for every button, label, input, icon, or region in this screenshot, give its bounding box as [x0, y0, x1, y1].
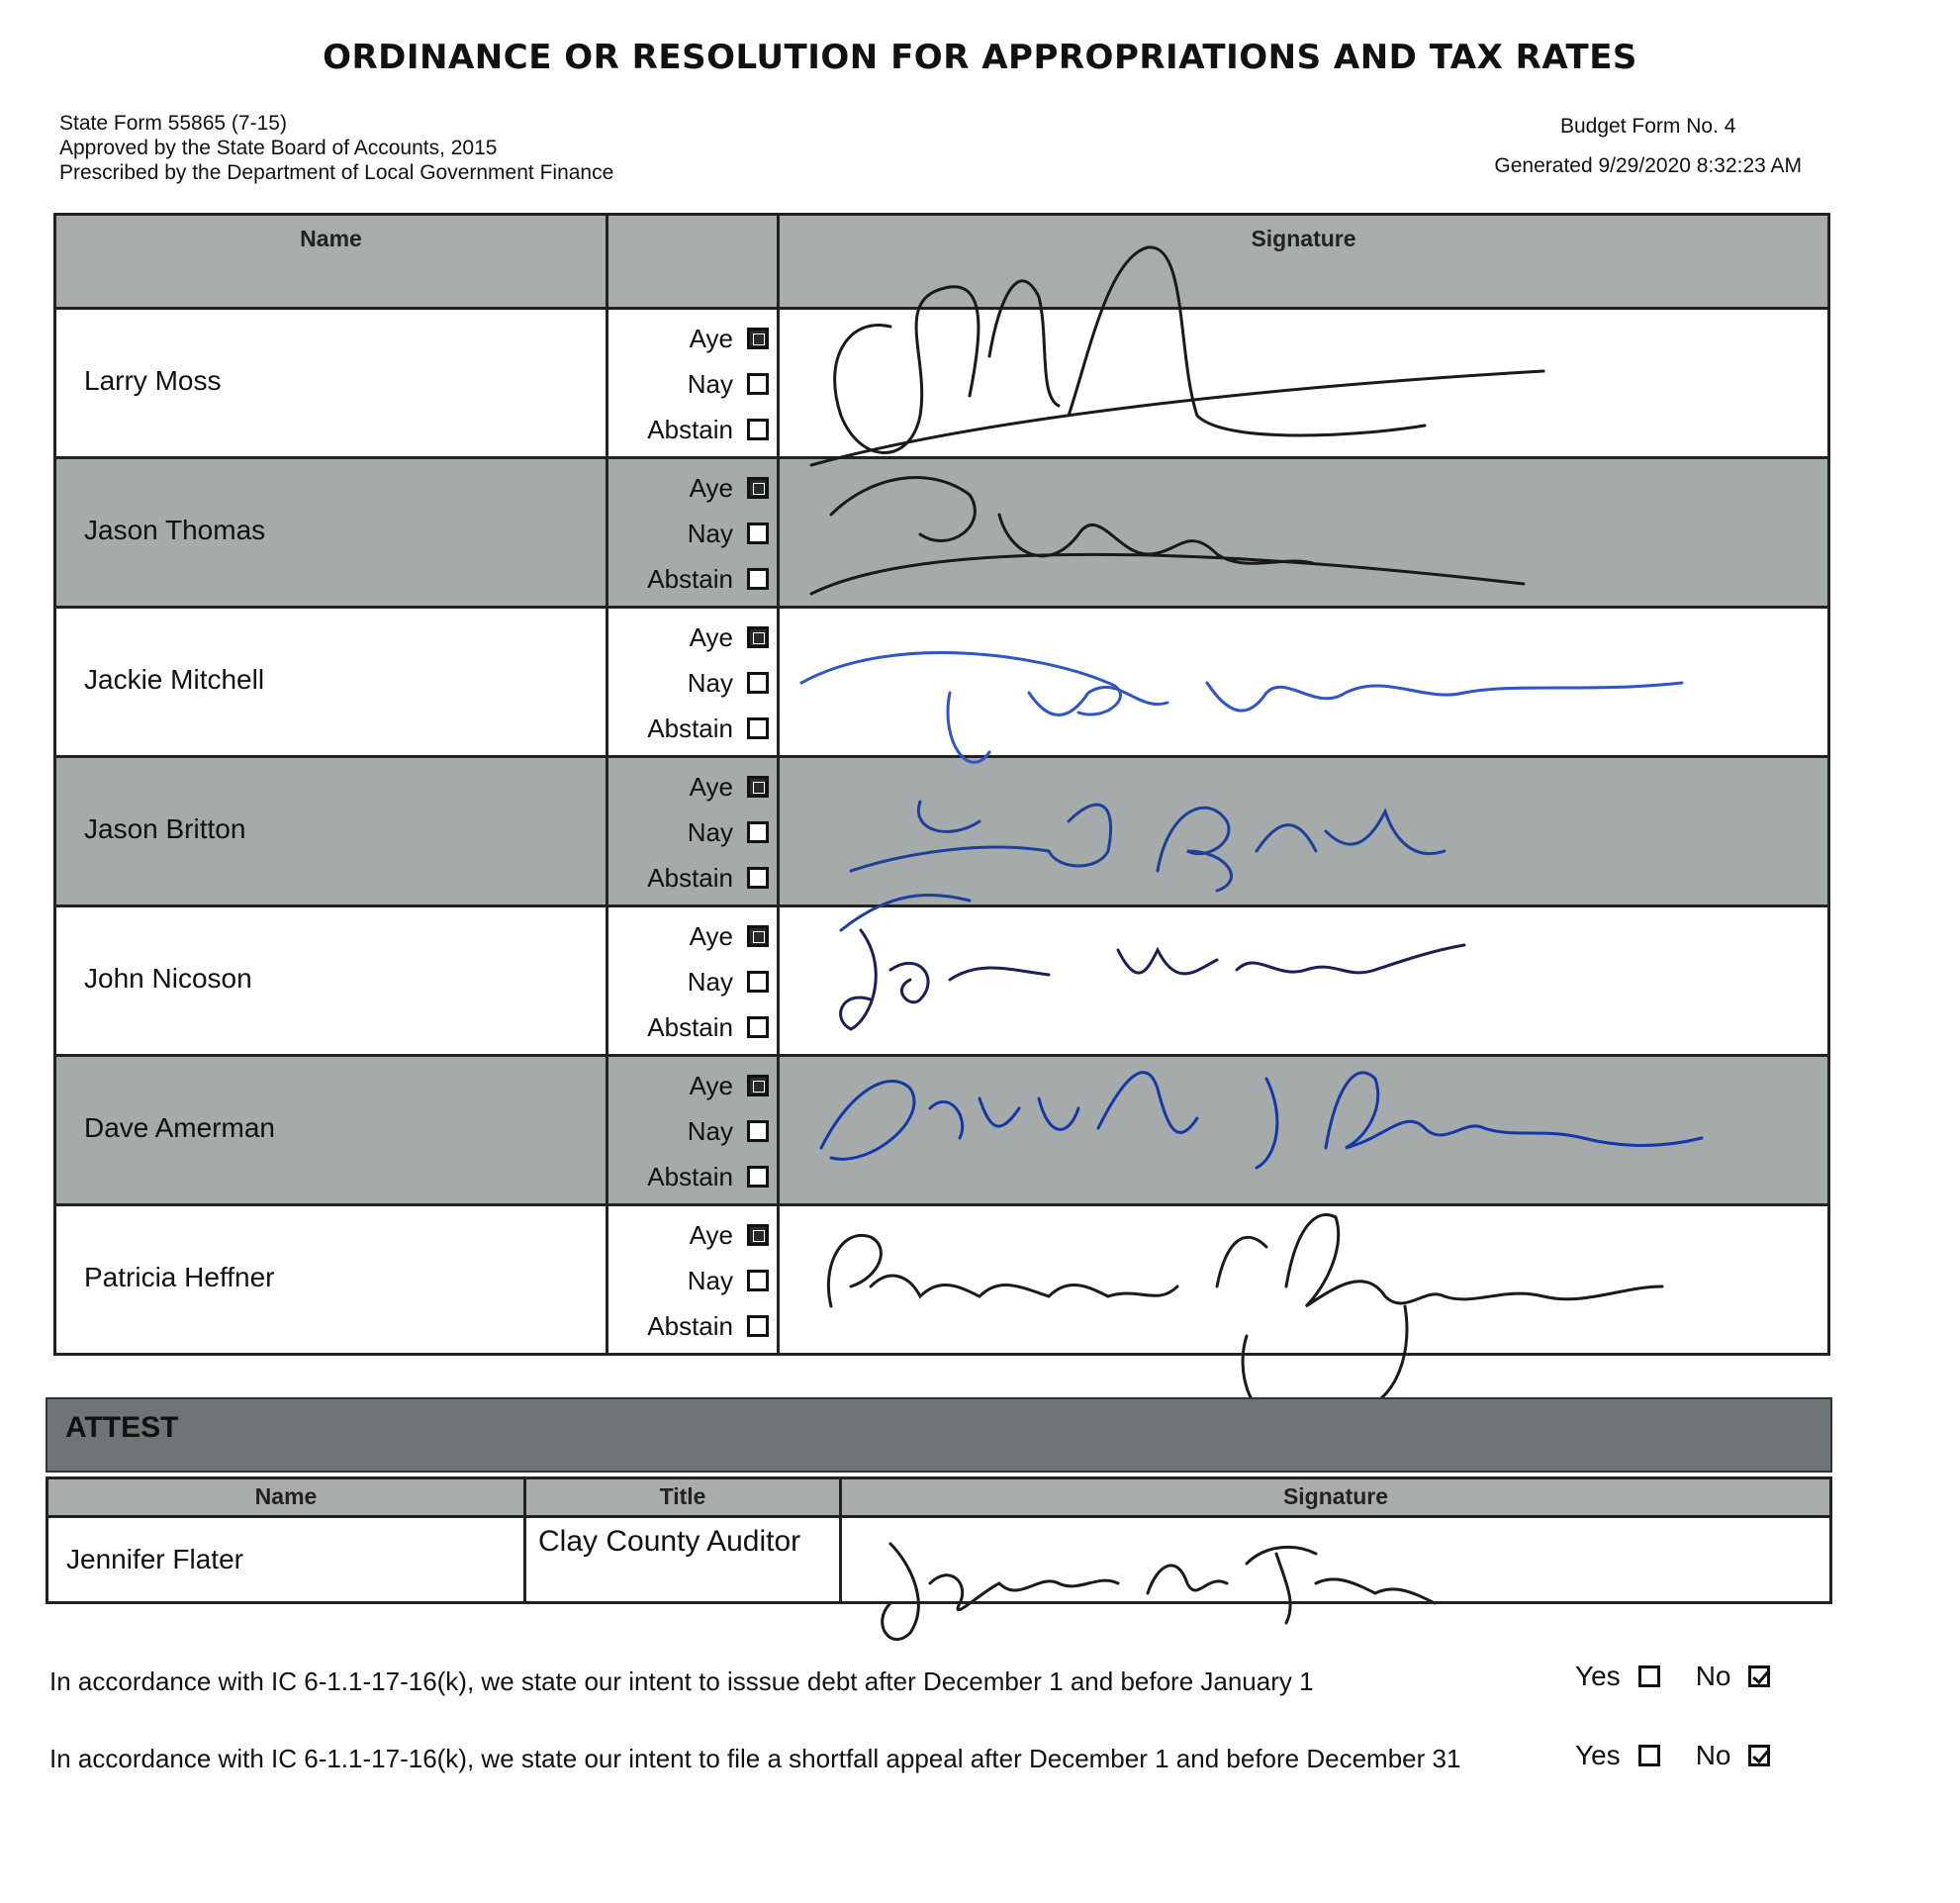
shortfall-no-label: No: [1695, 1740, 1731, 1770]
vote-option-label: Abstain: [647, 1011, 733, 1042]
member-signature-scribble: [811, 478, 1524, 594]
budget-form-number: Budget Form No. 4: [1560, 115, 1736, 138]
attest-name: Jennifer Flater: [66, 1544, 243, 1574]
member-name: Jason Thomas: [84, 515, 266, 545]
member-name: Larry Moss: [84, 365, 222, 396]
vote-option-label: Nay: [687, 1115, 733, 1146]
attest-heading-bar: [46, 1397, 1832, 1473]
attest-header-name-cell: [48, 1479, 526, 1515]
shortfall-yes-label: Yes: [1575, 1740, 1621, 1770]
vote-option-label: Abstain: [647, 1161, 733, 1191]
shortfall-no-checkbox[interactable]: [1748, 1745, 1770, 1766]
shortfall-yes-checkbox[interactable]: [1638, 1745, 1660, 1766]
member-signature-scribble: [801, 653, 1682, 763]
debt-no-checkbox[interactable]: [1748, 1665, 1770, 1687]
debt-yes-label: Yes: [1575, 1661, 1621, 1691]
attest-header-name: Name: [254, 1483, 318, 1509]
header-signature: Signature: [1251, 226, 1356, 251]
attest-title: Clay County Auditor: [538, 1525, 801, 1558]
attest-title-cell: [526, 1518, 842, 1601]
vote-option-label: Nay: [687, 1265, 733, 1295]
attest-row: [48, 1518, 1829, 1601]
header-name: Name: [300, 226, 362, 251]
debt-intent-statement: In accordance with IC 6-1.1-17-16(k), we state our intent to isssue debt after December 1 and before January 1: [49, 1666, 1314, 1696]
member-name: Dave Amerman: [84, 1112, 275, 1143]
vote-option-label: Abstain: [647, 414, 733, 444]
attest-header-signature-cell: [842, 1479, 1829, 1515]
vote-option-label: Nay: [687, 518, 733, 548]
document-title: ORDINANCE OR RESOLUTION FOR APPROPRIATIONS AND TAX RATES: [323, 38, 1637, 77]
member-name: Jackie Mitchell: [84, 664, 265, 695]
generated-timestamp: Generated 9/29/2020 8:32:23 AM: [1494, 154, 1802, 177]
debt-yes-checkbox[interactable]: [1638, 1665, 1660, 1687]
attest-table-header: [48, 1479, 1829, 1518]
member-signature-scribble: [841, 802, 1445, 930]
member-signature-scribble: [841, 930, 1464, 1029]
vote-option-label: Abstain: [647, 1310, 733, 1341]
member-signature-scribble: [828, 1215, 1662, 1415]
vote-option-label: Aye: [689, 323, 733, 353]
debt-no-label: No: [1695, 1661, 1731, 1691]
vote-option-label: Abstain: [647, 563, 733, 594]
attest-name-cell: [48, 1518, 526, 1601]
vote-option-label: Nay: [687, 966, 733, 997]
attest-header-title-cell: [526, 1479, 842, 1515]
vote-option-label: Aye: [689, 1219, 733, 1250]
approval-line: Approved by the State Board of Accounts, 2015: [59, 137, 498, 159]
attest-header-signature: Signature: [1282, 1483, 1389, 1509]
vote-option-label: Abstain: [647, 713, 733, 743]
member-name: Jason Britton: [84, 813, 246, 844]
vote-option-label: Aye: [689, 1070, 733, 1100]
attest-signature-cell[interactable]: [842, 1518, 1829, 1601]
debt-intent-choice: [1575, 1661, 1788, 1692]
vote-option-label: Aye: [689, 472, 733, 503]
member-name: Patricia Heffner: [84, 1262, 275, 1292]
attest-table: [46, 1476, 1832, 1604]
state-form-line: State Form 55865 (7-15): [59, 112, 287, 135]
prescribed-line: Prescribed by the Department of Local Government Finance: [59, 161, 614, 184]
vote-option-label: Aye: [689, 920, 733, 951]
vote-option-label: Aye: [689, 771, 733, 802]
attest-header-title: Title: [659, 1483, 706, 1509]
shortfall-intent-choice: [1575, 1740, 1788, 1771]
member-signature-scribble: [811, 247, 1543, 465]
member-signature-scribble: [821, 1073, 1702, 1168]
attest-heading: ATTEST: [65, 1411, 179, 1444]
member-name: John Nicoson: [84, 963, 252, 994]
shortfall-intent-statement: In accordance with IC 6-1.1-17-16(k), we state our intent to file a shortfall appeal after December 1 and before December 31: [49, 1744, 1461, 1773]
vote-option-label: Abstain: [647, 862, 733, 893]
vote-option-label: Nay: [687, 368, 733, 399]
vote-option-label: Nay: [687, 667, 733, 698]
vote-option-label: Aye: [689, 621, 733, 652]
vote-option-label: Nay: [687, 816, 733, 847]
